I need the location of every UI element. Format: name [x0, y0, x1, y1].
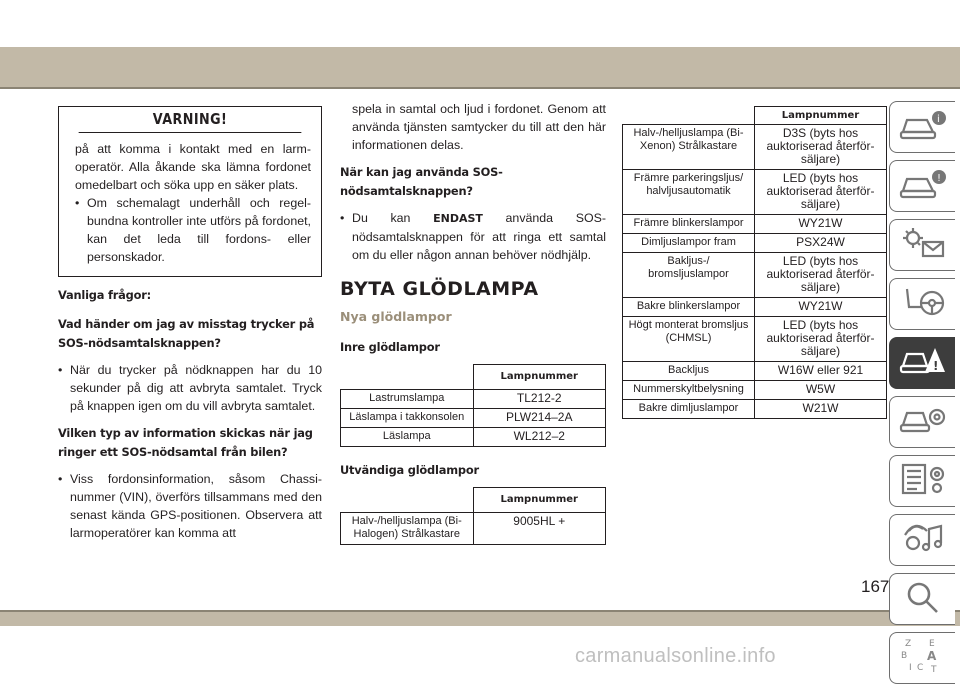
section-subtitle: Nya glödlampor	[340, 309, 452, 324]
svg-text:T: T	[930, 664, 936, 675]
warning-bullet: • Om schemalagt underhåll och regelbundna kontroller inte utförs på fordonet, kan det leda till fordons- eller personskador.	[75, 194, 311, 266]
svg-text:B: B	[900, 650, 907, 661]
outer-lamps-table-1	[340, 487, 606, 545]
column-3	[622, 106, 887, 419]
chapter-tabs	[889, 101, 960, 691]
section-title: BYTA GLÖDLAMPA	[340, 278, 539, 300]
svg-text:I: I	[908, 662, 912, 673]
lamp-number: W16W eller 921	[755, 362, 887, 381]
outer-lamp-row	[341, 513, 606, 545]
lamp-name: Halv-/helljuslampa (Bi-Halogen) Strålkastare	[341, 513, 474, 545]
index-icon	[899, 636, 947, 681]
warning-box	[58, 106, 322, 277]
chapter-tab-seat-steering[interactable]	[889, 278, 955, 330]
outer-header-1: Lampnummer	[473, 488, 606, 513]
lamp-name: Bakre blinkerslampor	[623, 298, 755, 317]
svg-text:!: !	[936, 172, 941, 184]
lamp-number: D3S (byts hos auktoriserad återförsäljare)	[755, 125, 887, 170]
faq-question-3: När kan jag använda SOS-nödsamtalsknappen?	[340, 165, 503, 198]
bottom-band	[0, 612, 960, 626]
outer-lamp-row	[623, 125, 887, 170]
svg-text:Z: Z	[904, 638, 911, 649]
faq-answer-2-continued: spela in samtal och ljud i fordonet. Genom att använda tjänsten samtycker du till att den här informationen delas.	[352, 102, 606, 152]
chapter-tab-dashboard-lights[interactable]	[889, 219, 955, 271]
outer-lamps-title: Utvändiga glödlampor	[340, 463, 479, 477]
maintenance-icon	[899, 403, 947, 442]
lamp-number: W5W	[755, 381, 887, 400]
lamp-number: WY21W	[755, 215, 887, 234]
top-band	[0, 47, 960, 87]
lamp-name: Backljus	[623, 362, 755, 381]
chapter-tab-specifications[interactable]	[889, 455, 955, 507]
hazard-tools-icon	[899, 344, 947, 383]
inner-header: Lampnummer	[473, 365, 606, 390]
svg-text:C: C	[916, 662, 923, 673]
outer-lamp-row	[623, 400, 887, 419]
faq-answer-3	[340, 209, 606, 264]
faq-answer-2: • Viss fordonsinformation, såsom Chassinummer (VIN), överförs tillsammans med den senast kända GPS-positionen. Observera att larmoperatörer kan komma att	[58, 470, 322, 542]
chapter-tab-car-warning[interactable]	[889, 160, 955, 212]
lamp-number: LED (byts hos auktoriserad återförsäljare)	[755, 170, 887, 215]
chapter-tab-maintenance[interactable]	[889, 396, 955, 448]
lamp-number: PSX24W	[755, 234, 887, 253]
lamp-number: W21W	[755, 400, 887, 419]
answer-3-bold: ENDAST	[433, 212, 483, 225]
chapter-tab-search[interactable]	[889, 573, 955, 625]
outer-header-2: Lampnummer	[755, 107, 887, 125]
lamp-name: Halv-/helljuslampa (Bi-Xenon) Strålkastare	[623, 125, 755, 170]
car-warning-icon	[899, 167, 947, 206]
chapter-tab-hazard-tools[interactable]	[889, 337, 955, 389]
warning-text: på att komma i kontakt med en larmoperatör. Alla åkande ska lämna fordonet omedelbart och söka upp en säker plats.	[75, 142, 311, 192]
lamp-number: WL212–2	[473, 428, 606, 447]
inner-lamp-row	[341, 409, 606, 428]
seat-steering-icon	[899, 285, 947, 324]
inner-lamps-table	[340, 364, 606, 447]
outer-lamp-row	[623, 215, 887, 234]
lamp-number: WY21W	[755, 298, 887, 317]
outer-lamp-row	[623, 298, 887, 317]
outer-lamp-row	[623, 170, 887, 215]
svg-text:i: i	[936, 113, 940, 125]
lamp-name: Främre blinkerslampor	[623, 215, 755, 234]
outer-lamp-row	[623, 381, 887, 400]
lamp-number: PLW214–2A	[473, 409, 606, 428]
inner-lamp-row	[341, 390, 606, 409]
inner-lamps-title: Inre glödlampor	[340, 340, 440, 354]
watermark: carmanualsonline.info	[575, 645, 776, 667]
svg-text:E: E	[928, 638, 935, 649]
search-icon	[899, 580, 947, 619]
faq-title: Vanliga frågor:	[58, 288, 152, 302]
specifications-icon	[899, 462, 947, 501]
outer-lamp-row	[623, 317, 887, 362]
chapter-tab-index[interactable]	[889, 632, 955, 684]
svg-text:A: A	[926, 648, 936, 663]
lamp-number: LED (byts hos auktoriserad återförsäljare)	[755, 253, 887, 298]
lamp-name: Läslampa i takkonsolen	[341, 409, 474, 428]
lamp-name: Lastrumslampa	[341, 390, 474, 409]
outer-lamp-row	[623, 362, 887, 381]
faq-question-1: Vad händer om jag av misstag trycker på SOS-nödsamtalsknappen?	[58, 317, 315, 350]
dashboard-lights-icon	[899, 226, 947, 265]
lamp-name: Bakljus-/ bromsljuslampor	[623, 253, 755, 298]
column-2	[340, 100, 606, 545]
outer-lamp-row	[623, 253, 887, 298]
inner-lamp-row	[341, 428, 606, 447]
answer-3-post: använda SOS-nödsamtalsknappen för att ringa ett samtal om du eller någon annan behöver nödhjälp.	[352, 211, 606, 262]
chapter-tab-car-info[interactable]	[889, 101, 955, 153]
lamp-name: Främre parkeringsljus/ halvljusautomatik	[623, 170, 755, 215]
answer-3-pre: Du kan	[352, 211, 411, 225]
car-info-icon	[899, 108, 947, 147]
lamp-number: TL212-2	[473, 390, 606, 409]
outer-lamps-table-2	[622, 106, 887, 419]
lamp-name: Bakre dimljuslampor	[623, 400, 755, 419]
lamp-name: Högt monterat bromsljus (CHMSL)	[623, 317, 755, 362]
faq-answer-1: • När du trycker på nödknappen har du 10 sekunder på dig att avbryta samtalet. Tryck på knappen igen om du vill avbryta samtalet.	[58, 361, 322, 415]
warning-body	[59, 133, 321, 276]
multimedia-icon	[899, 521, 947, 560]
page-number: 167	[861, 577, 890, 596]
lamp-name: Nummerskyltbelysning	[623, 381, 755, 400]
svg-text:!: !	[932, 358, 938, 373]
warning-title: VARNING!	[79, 107, 302, 133]
lamp-name: Läslampa	[341, 428, 474, 447]
lamp-number: 9005HL +	[473, 513, 606, 545]
outer-lamp-row	[623, 234, 887, 253]
faq-question-2: Vilken typ av information skickas när jag ringer ett SOS-nödsamtal från bilen?	[58, 426, 313, 459]
chapter-tab-multimedia[interactable]	[889, 514, 955, 566]
column-1	[58, 106, 322, 542]
lamp-name: Dimljuslampor fram	[623, 234, 755, 253]
lamp-number: LED (byts hos auktoriserad återförsäljare)	[755, 317, 887, 362]
top-band-line	[0, 87, 960, 89]
